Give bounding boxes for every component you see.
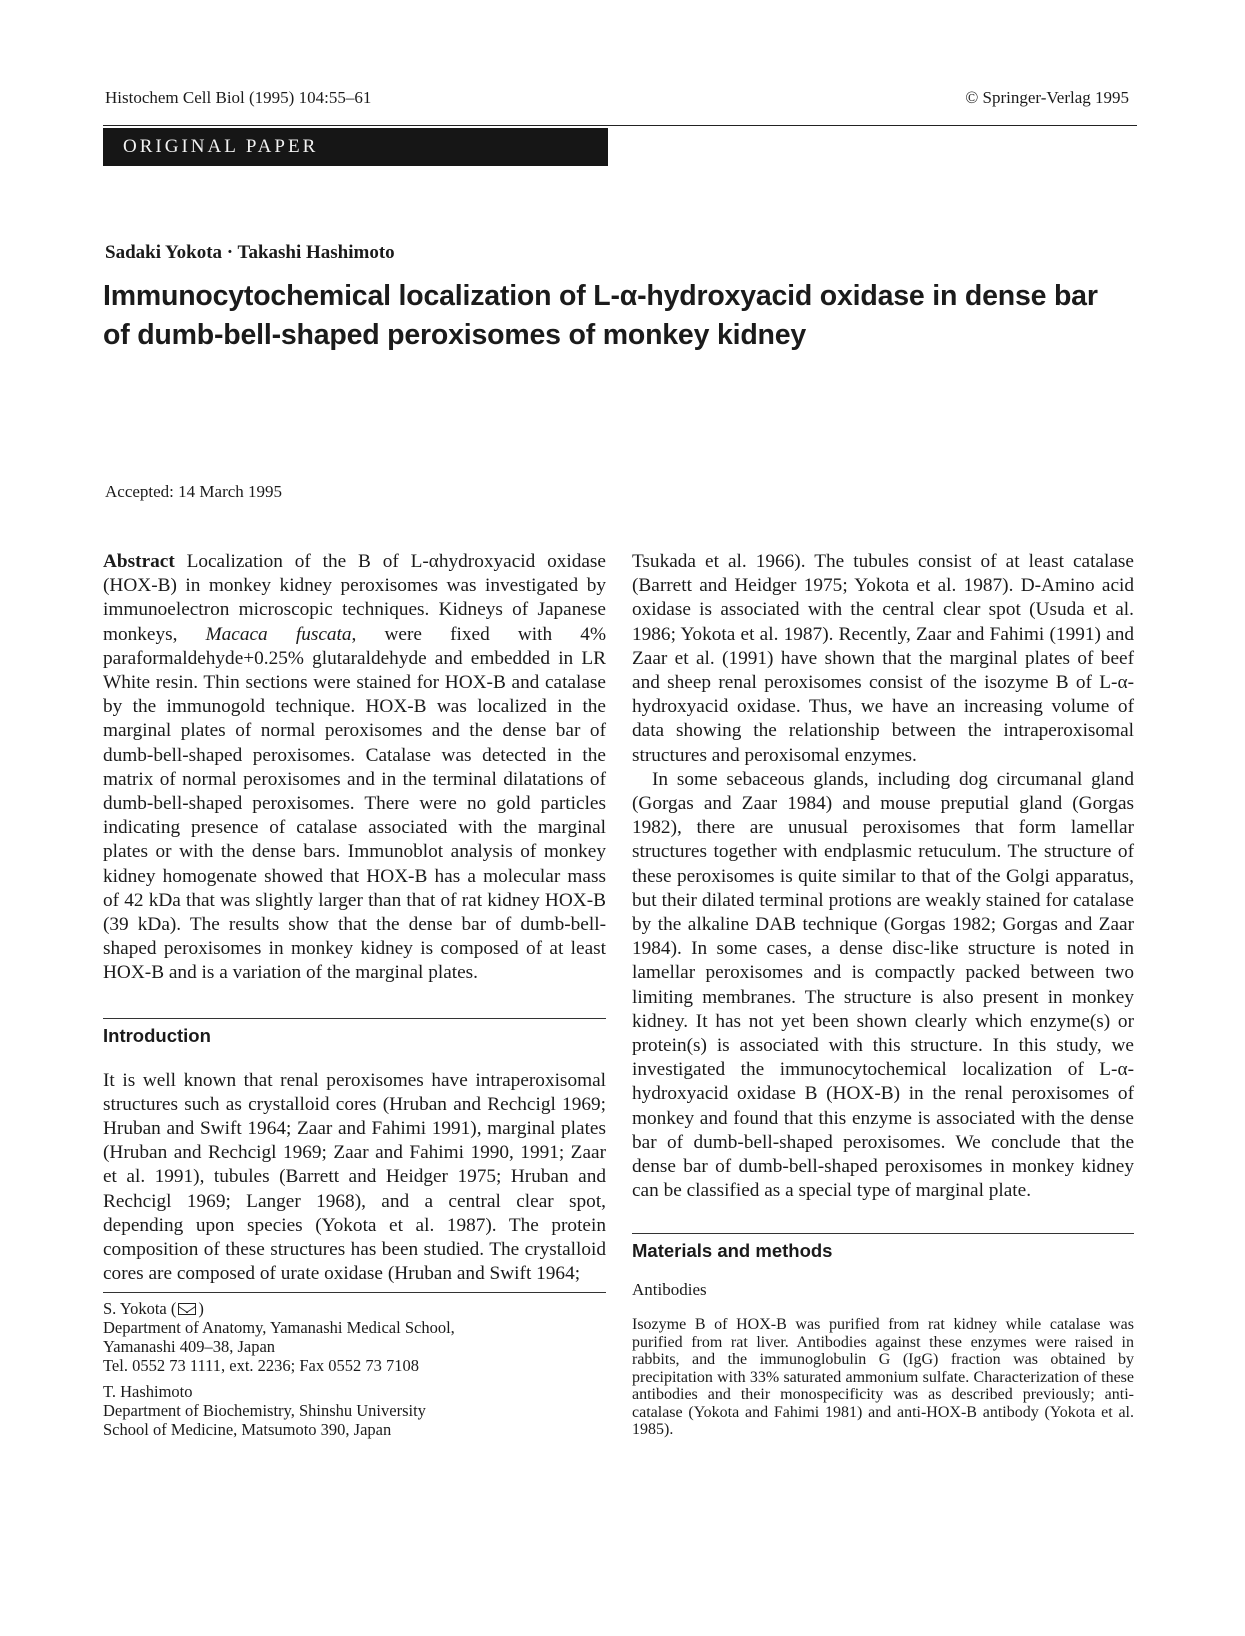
abstract xyxy=(103,550,606,986)
footnote-author-1-name: S. Yokota ( ) xyxy=(103,1299,204,1319)
footnote-rule xyxy=(103,1292,606,1293)
title-line-1: Immunocytochemical localization of L-α-hydroxyacid oxidase in dense bar xyxy=(103,280,1098,312)
article-title xyxy=(103,277,1143,355)
journal-citation: Histochem Cell Biol (1995) 104:55–61 xyxy=(105,88,372,107)
footnote-author-2-line-2: School of Medicine, Matsumoto 390, Japan xyxy=(103,1420,392,1440)
author-list: Sadaki Yokota · Takashi Hashimoto xyxy=(105,242,395,263)
mail-icon xyxy=(178,1303,196,1315)
antibodies-subheading: Antibodies xyxy=(632,1280,707,1300)
methods-heading: Materials and methods xyxy=(632,1240,833,1262)
introduction-heading: Introduction xyxy=(103,1024,211,1046)
footnote-author-2-name: T. Hashimoto xyxy=(103,1382,193,1402)
title-line-2: of dumb-bell-shaped peroxisomes of monkey kidney xyxy=(103,319,807,351)
introduction-paragraph-1: It is well known that renal peroxisomes have intraperoxisomal structures such as crystalloid cores (Hruban and Rechcigl 1969; Hruban and Swift 1964; Zaar and Fahimi 1991), marginal plates (Hruban and Rechcigl 1969; Zaar and Fahimi 1990, 1991; Zaar et al. 1991), tubules (Barrett and Heidger 1975; Hruban and Rechcigl 1969; Langer 1968), and a central clear spot, depending upon species (Yokota et al. 1987). The protein composition of these structures has been studied. The crystalloid cores are composed of urate oxidase (Hruban and Swift 1964; xyxy=(103,1069,606,1285)
abstract-text-b: , were fixed with 4% paraformaldehyde+0.25% glutaraldehyde and embedded in LR White resin. Thin sections were stained for HOX-B and catalase by the immunogold technique. HOX-B was localized in the marginal plates of normal peroxisomes and the dense bar of dumb-bell-shaped peroxisomes. Catalase was detected in the matrix of normal peroxisomes and in the terminal dilatations of dumb-bell-shaped peroxisomes. There were no gold particles indicating presence of catalase associated with the marginal plates or with the dense bars. Immunoblot analysis of monkey kidney homogenate showed that HOX-B has a molecular mass of 42 kDa that was slightly larger than that of rat kidney HOX-B (39 kDa). The results show that the dense bar of dumb-bell-shaped peroxisomes in monkey kidney is composed of at least HOX-B and is a variation of the marginal plates. xyxy=(103,623,606,984)
introduction-paragraph-1-continued: Tsukada et al. 1966). The tubules consist of at least catalase (Barrett and Heidger 1975; Yokota et al. 1987). D-Amino acid oxidase is associated with the central clear spot (Usuda et al. 1986; Yokota et al. 1987). Recently, Zaar and Fahimi (1991) and Zaar et al. (1991) have shown that the marginal plates of beef and sheep renal peroxisomes consist of the isozyme B of L-α-hydroxyacid oxidase. Thus, we have an increasing volume of data showing the relationship between the intraperoxisomal structures and peroxisomal enzymes. xyxy=(632,551,1134,766)
left-column xyxy=(103,550,606,1439)
footnote xyxy=(103,1299,606,1439)
introduction-rule xyxy=(103,1018,606,1019)
footnote-author-1-line-1: Department of Anatomy, Yamanashi Medical School, xyxy=(103,1318,455,1338)
accepted-date: Accepted: 14 March 1995 xyxy=(105,482,283,501)
methods-rule xyxy=(632,1233,1134,1234)
right-column xyxy=(632,550,1134,1439)
footnote-author-1-line-3: Tel. 0552 73 1111, ext. 2236; Fax 0552 73 7108 xyxy=(103,1356,419,1376)
abstract-label: Abstract xyxy=(103,551,175,572)
header-rule xyxy=(103,125,1137,126)
article-type-banner: ORIGINAL PAPER xyxy=(103,128,608,166)
footnote-author-1-line-2: Yamanashi 409–38, Japan xyxy=(103,1337,276,1357)
introduction-paragraph-2: In some sebaceous glands, including dog circumanal gland (Gorgas and Zaar 1984) and mouse preputial gland (Gorgas 1982), there are unusual peroxisomes that form lamellar structures together with endplasmic retuculum. The structure of these peroxisomes is quite similar to that of the Golgi apparatus, but their dilated terminal protions are weakly stained for catalase by the alkaline DAB technique (Gorgas 1982; Gorgas and Zaar 1984). In some cases, a dense disc-like structure is noted in lamellar peroxisomes and is compactly packed between two limiting membranes. The structure is also present in monkey kidney. It has not yet been shown clearly which enzyme(s) or protein(s) is associated with this structure. In this study, we investigated the immunocytochemical localization of L-α-hydroxyacid oxidase B (HOX-B) in the renal peroxisomes of monkey and found that this enzyme is associated with the dense bar of dumb-bell-shaped peroxisomes. We conclude that the dense bar of dumb-bell-shaped peroxisomes in monkey kidney can be classified as a special type of marginal plate. xyxy=(632,768,1134,1202)
footnote-author-2-line-1: Department of Biochemistry, Shinshu University xyxy=(103,1401,426,1421)
antibodies-paragraph: Isozyme B of HOX-B was purified from rat kidney while catalase was purified from rat liver. Antibodies against these enzymes were raised in rabbits, and the immunoglobulin G (IgG) fraction was obtained by precipitation with 33% saturated ammonium sulfate. Characterization of these antibodies and their monospecificity was as described previously; anti-catalase (Yokota and Fahimi 1981) and anti-HOX-B antibody (Yokota et al. 1985). xyxy=(632,1316,1134,1439)
abstract-species: Macaca fuscata xyxy=(205,623,352,645)
abstract-text-a: Localization of the B of L-αhydroxyacid oxidase (HOX-B) in monkey kidney peroxisomes was investigated by immunoelectron microscopic techniques. Kidneys of Japanese monkeys, xyxy=(103,551,606,645)
copyright-notice: © Springer-Verlag 1995 xyxy=(965,88,1129,107)
